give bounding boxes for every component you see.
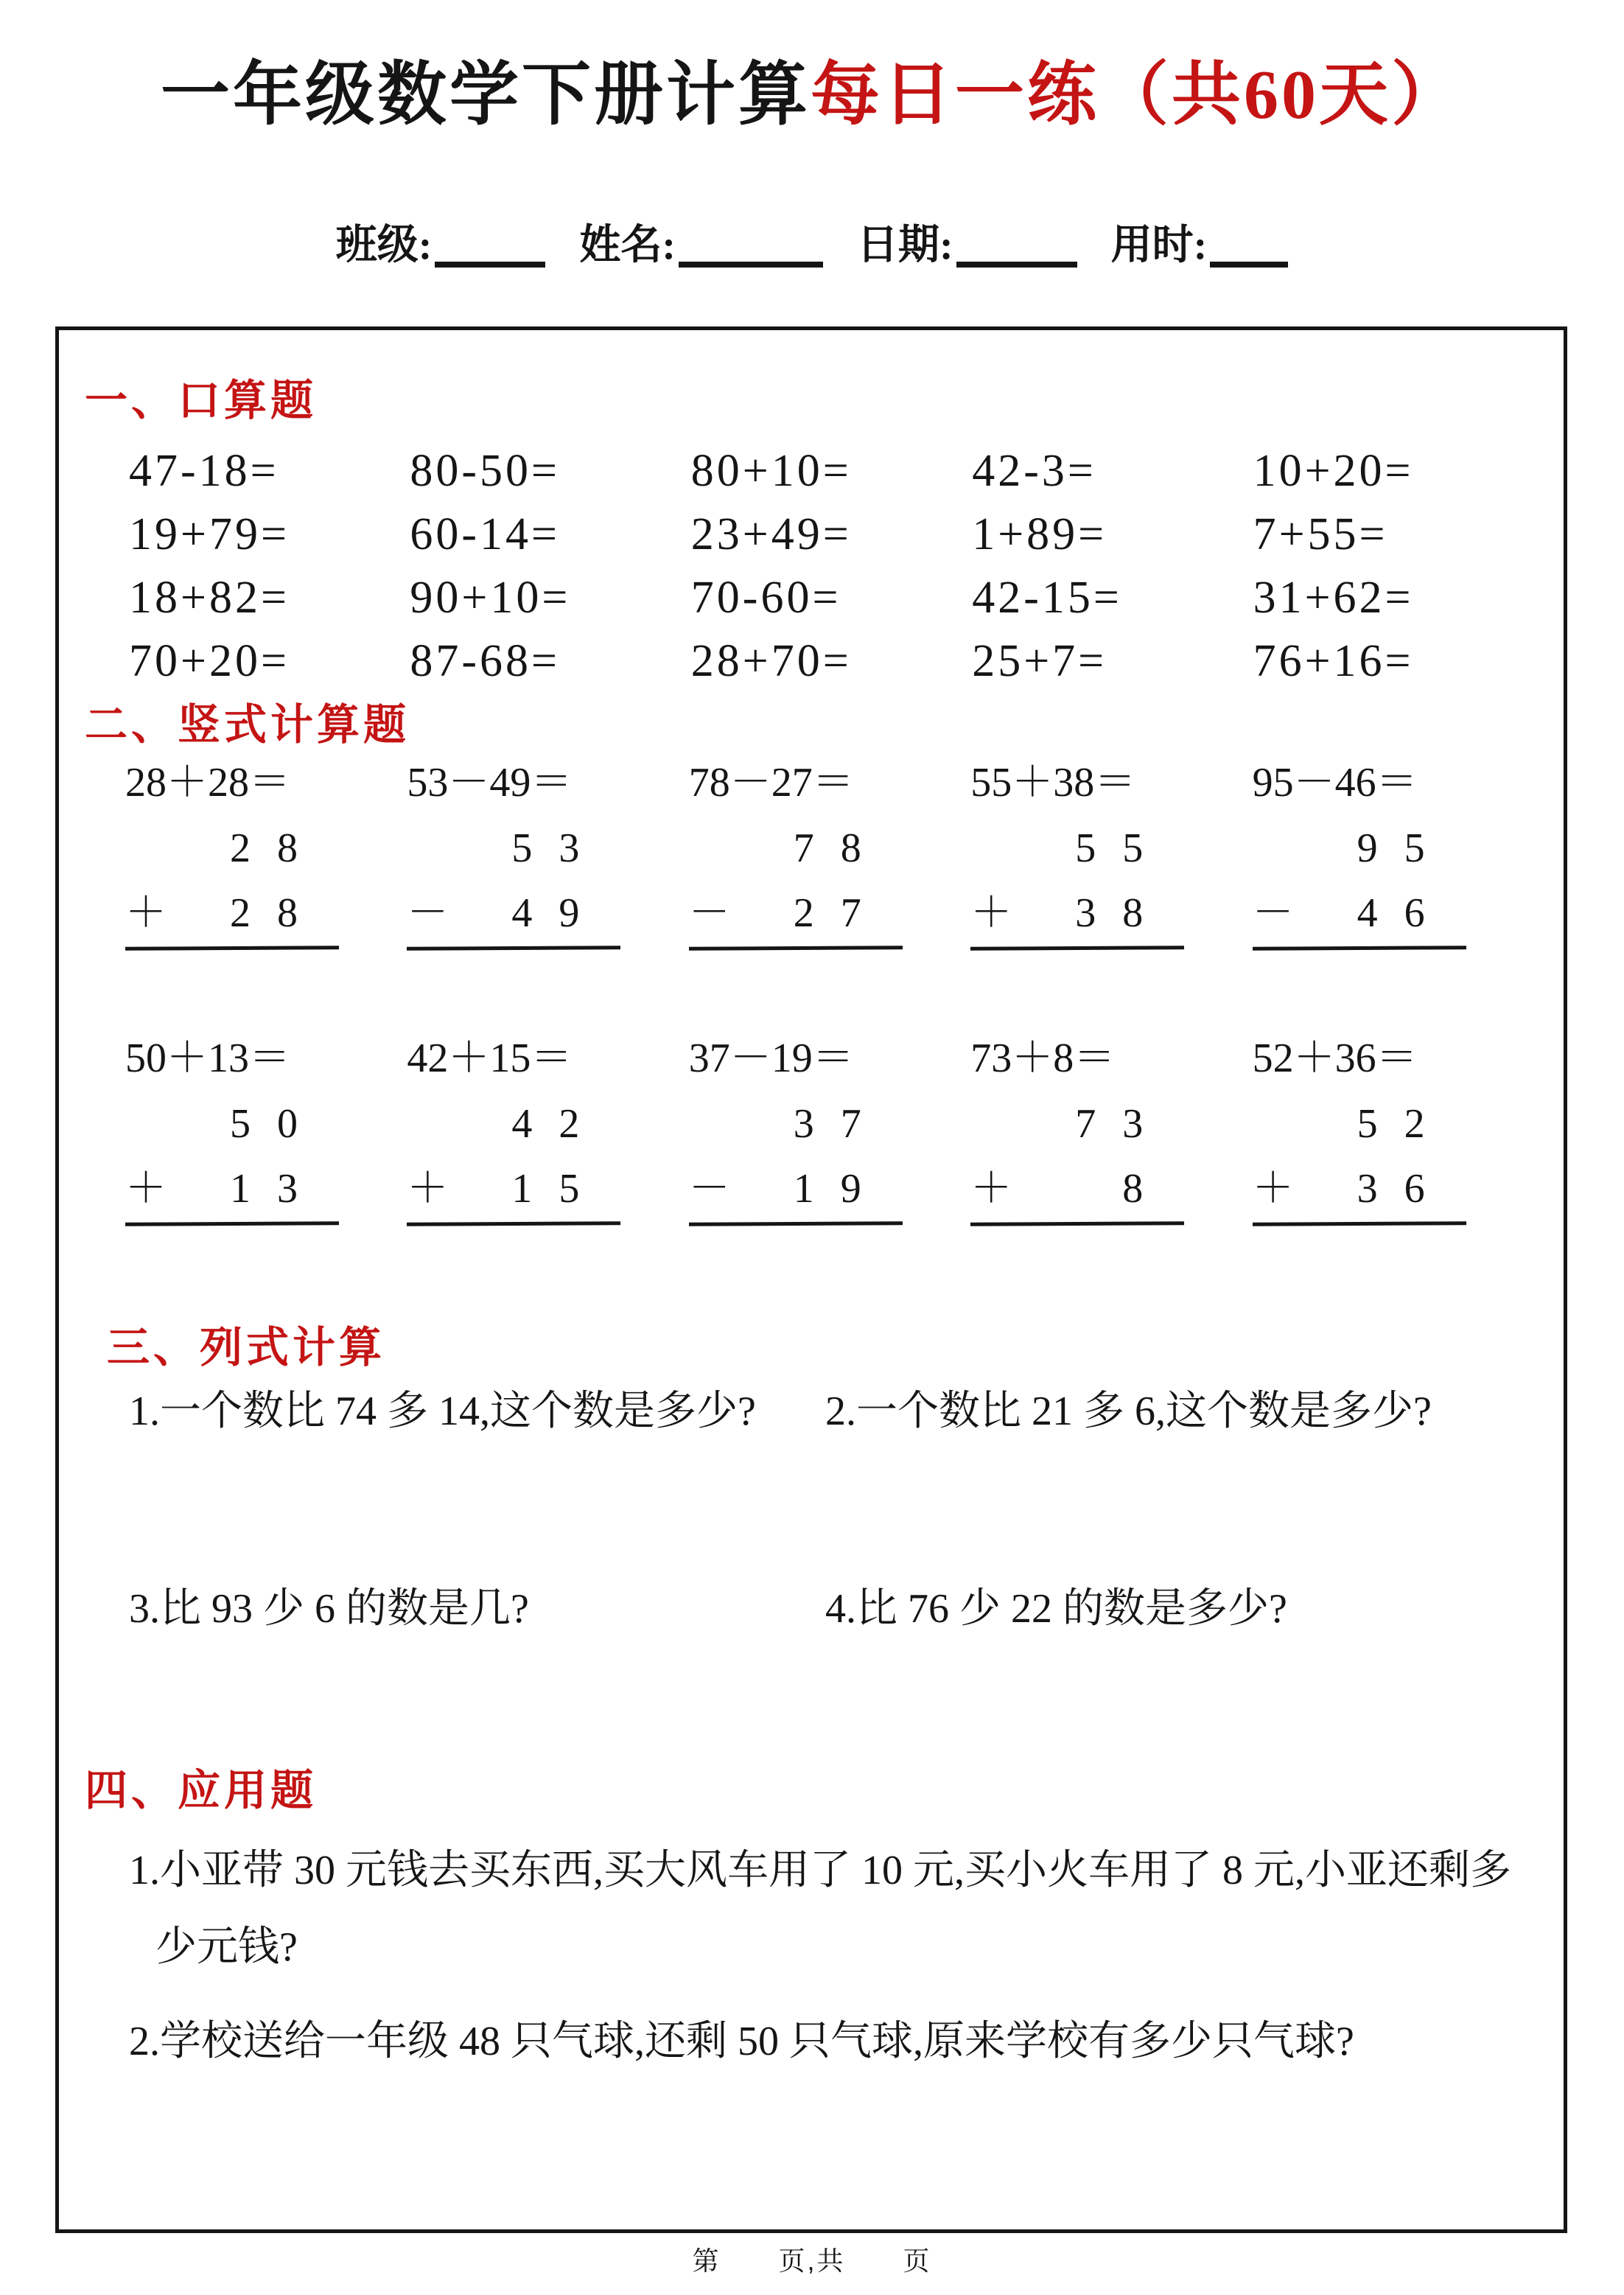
title-highlight: 每日一练（共60天）	[811, 57, 1464, 133]
vertical-bottom-number: 49	[511, 890, 606, 936]
page-footer: 第 页,共 页	[692, 2246, 932, 2276]
vertical-top-number: 37	[793, 1101, 888, 1147]
vertical-problem	[1253, 759, 1534, 950]
sum-line	[1253, 946, 1466, 951]
sum-line	[407, 946, 620, 951]
operator-sign: ＋	[1252, 1166, 1294, 1212]
oral-problem: 10+20=	[1253, 446, 1414, 496]
operator-sign: －	[688, 1166, 730, 1212]
vertical-bottom-number: 8	[1122, 1166, 1170, 1212]
info-class	[336, 212, 546, 271]
info-name-blank	[679, 254, 823, 268]
vertical-equation: 52＋36＝	[1252, 1035, 1418, 1081]
vertical-workspace	[125, 1100, 339, 1226]
vertical-problem	[125, 1035, 407, 1226]
vertical-top-number: 42	[511, 1101, 606, 1147]
vertical-bottom-number: 19	[793, 1166, 888, 1212]
vertical-bottom-number: 27	[793, 890, 888, 936]
oral-problem: 28+70=	[690, 636, 852, 686]
section-2-heading: 二、竖式计算题	[85, 701, 410, 749]
sum-line	[970, 1221, 1184, 1226]
info-time-label: 用时:	[1110, 223, 1208, 268]
vertical-bottom-row	[125, 889, 339, 937]
oral-problem: 80-50=	[410, 446, 561, 496]
vertical-problem	[407, 1035, 688, 1226]
vertical-workspace	[407, 1100, 620, 1226]
vertical-bottom-row	[407, 1164, 620, 1213]
section-3-heading: 三、列式计算	[107, 1324, 386, 1372]
vertical-top-number: 73	[1075, 1101, 1170, 1147]
vertical-bottom-row	[689, 889, 903, 937]
vertical-workspace	[1253, 1100, 1466, 1226]
oral-problem: 31+62=	[1253, 573, 1414, 623]
operator-sign: －	[688, 890, 730, 936]
vertical-equation: 28＋28＝	[125, 760, 290, 806]
vertical-bottom-row	[407, 889, 620, 937]
info-date	[857, 212, 1077, 271]
vertical-workspace	[125, 824, 339, 950]
sum-line	[407, 1221, 620, 1226]
page-title	[0, 38, 1624, 138]
vertical-workspace	[1253, 824, 1466, 950]
oral-problem: 87-68=	[410, 636, 561, 686]
oral-problem: 42-3=	[972, 446, 1096, 496]
vertical-equation: 78－27＝	[688, 760, 854, 806]
vertical-equation: 53－49＝	[407, 760, 573, 806]
vertical-top-number: 28	[230, 825, 324, 871]
vertical-workspace	[407, 824, 620, 950]
vertical-workspace	[689, 824, 903, 950]
vertical-bottom-number: 15	[511, 1166, 606, 1212]
sum-line	[970, 946, 1184, 951]
oral-problem: 18+82=	[129, 573, 290, 623]
vertical-bottom-row	[1253, 889, 1466, 937]
vertical-problems-row-2	[125, 1035, 1534, 1226]
sum-line	[689, 1221, 903, 1226]
operator-sign: －	[407, 890, 449, 936]
vertical-equation: 73＋8＝	[970, 1035, 1116, 1081]
vertical-bottom-number: 28	[230, 890, 324, 936]
vertical-equation: 55＋38＝	[970, 760, 1136, 806]
sum-line	[125, 946, 339, 951]
vertical-equation: 95－46＝	[1252, 760, 1418, 806]
info-date-blank	[956, 254, 1077, 268]
expression-problem-3: 3.比 93 少 6 的数是几?	[129, 1586, 529, 1632]
vertical-bottom-row	[970, 889, 1184, 937]
operator-sign: ＋	[125, 1166, 167, 1212]
vertical-workspace	[689, 1100, 903, 1226]
vertical-bottom-row	[1253, 1164, 1466, 1213]
vertical-equation: 37－19＝	[688, 1035, 854, 1081]
section-1-heading: 一、口算题	[85, 377, 318, 425]
vertical-top-number: 55	[1075, 825, 1170, 871]
expression-problems-line-1	[129, 1385, 1534, 1438]
vertical-problem	[689, 1035, 970, 1226]
word-problem-1: 1.小亚带 30 元钱去买东西,买大风车用了 10 元,买小火车用了 8 元,小亚还剩多少元钱?	[129, 1848, 1511, 1970]
oral-problem: 23+49=	[690, 509, 852, 559]
operator-sign: ＋	[970, 890, 1012, 936]
oral-problem: 90+10=	[410, 573, 571, 623]
worksheet-frame	[55, 326, 1567, 2233]
info-class-label: 班级:	[335, 223, 433, 268]
expression-problem-2: 2.一个数比 21 多 6,这个数是多少?	[825, 1388, 1432, 1434]
vertical-top-number: 95	[1357, 825, 1452, 871]
vertical-workspace	[970, 824, 1184, 950]
oral-problem: 7+55=	[1253, 509, 1388, 559]
vertical-bottom-row	[970, 1164, 1184, 1213]
oral-problem: 76+16=	[1253, 636, 1414, 686]
oral-problems-grid	[129, 439, 1534, 693]
vertical-problem	[407, 759, 688, 950]
expression-problems-line-2	[129, 1582, 1534, 1635]
oral-problem: 70+20=	[129, 636, 290, 686]
sum-line	[689, 946, 903, 951]
vertical-bottom-number: 38	[1075, 890, 1170, 936]
vertical-bottom-number: 13	[230, 1166, 324, 1212]
vertical-problem	[125, 759, 407, 950]
expression-problem-4: 4.比 76 少 22 的数是多少?	[825, 1586, 1287, 1632]
vertical-bottom-number: 36	[1357, 1166, 1452, 1212]
oral-problem: 60-14=	[410, 509, 561, 559]
operator-sign: ＋	[125, 890, 167, 936]
section-4-heading: 四、应用题	[85, 1767, 318, 1814]
oral-problem: 70-60=	[690, 573, 841, 623]
vertical-top-number: 53	[511, 825, 606, 871]
oral-problem: 25+7=	[972, 636, 1107, 686]
vertical-problem	[1253, 1035, 1534, 1226]
title-main: 一年级数学下册计算	[160, 57, 811, 133]
vertical-equation: 42＋15＝	[407, 1035, 573, 1081]
operator-sign: ＋	[407, 1166, 449, 1212]
vertical-bottom-number: 46	[1357, 890, 1452, 936]
sum-line	[1253, 1221, 1466, 1226]
info-date-label: 日期:	[857, 223, 953, 268]
operator-sign: ＋	[970, 1166, 1012, 1212]
oral-problem: 47-18=	[129, 446, 279, 496]
vertical-problem	[970, 1035, 1252, 1226]
info-name	[579, 212, 823, 271]
vertical-workspace	[970, 1100, 1184, 1226]
vertical-top-number: 52	[1357, 1101, 1452, 1147]
expression-problem-1: 1.一个数比 74 多 14,这个数是多少?	[129, 1388, 756, 1434]
oral-problem: 19+79=	[129, 509, 290, 559]
vertical-top-number: 50	[230, 1101, 324, 1147]
vertical-bottom-row	[125, 1164, 339, 1213]
info-name-label: 姓名:	[579, 223, 676, 268]
sum-line	[125, 1221, 339, 1226]
info-time-blank	[1210, 254, 1288, 268]
info-time	[1111, 212, 1289, 271]
oral-problem: 1+89=	[972, 509, 1107, 559]
info-class-blank	[435, 254, 545, 268]
vertical-problem	[689, 759, 970, 950]
word-problem-2: 2.学校送给一年级 48 只气球,还剩 50 只气球,原来学校有多少只气球?	[129, 2019, 1354, 2064]
student-info-line	[0, 212, 1624, 271]
vertical-problems-row-1	[125, 759, 1534, 950]
vertical-top-number: 78	[793, 825, 888, 871]
vertical-bottom-row	[689, 1164, 903, 1213]
vertical-problem	[970, 759, 1252, 950]
oral-problem: 42-15=	[972, 573, 1122, 623]
oral-problem: 80+10=	[690, 446, 852, 496]
vertical-equation: 50＋13＝	[125, 1035, 290, 1081]
operator-sign: －	[1252, 890, 1294, 936]
